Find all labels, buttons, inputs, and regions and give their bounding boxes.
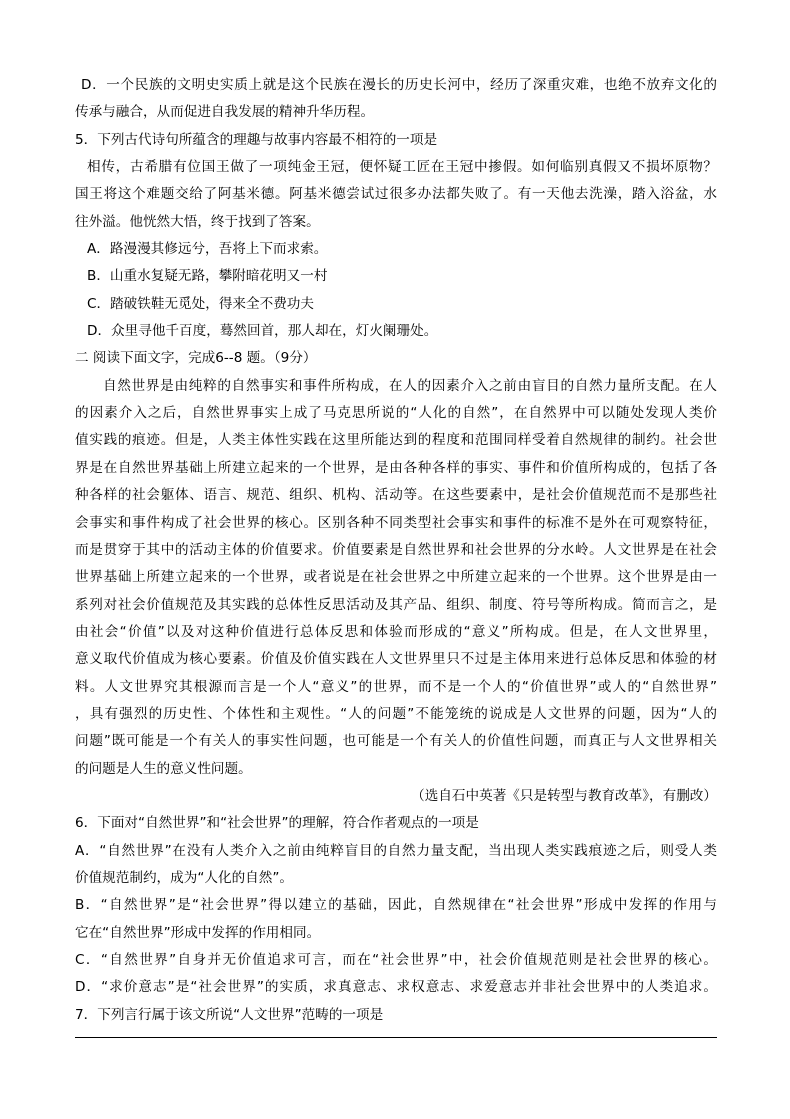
q5-option-a: A．路漫漫其修远兮，吾将上下而求索。 bbox=[87, 241, 328, 258]
q6-option-a-line-2: 价值规范制约，成为“人化的自然”。 bbox=[75, 869, 293, 886]
q6-option-a-line-1: A．“自然世界”在没有人类介入之前由纯粹盲目的自然力量支配，当出现人类实践痕迹之后，则受人类 bbox=[75, 842, 717, 859]
q6-option-d: D．“求价意志”是“社会世界”的实质，求真意志、求权意志、求爱意志并非社会世界中的人类追求。 bbox=[75, 979, 717, 996]
q6-option-b-line-1: B．“自然世界”是“社会世界”得以建立的基础，因此，自然规律在“社会世界”形成中发挥的作用与 bbox=[75, 897, 717, 914]
section-2-heading: 二 阅读下面文字，完成6--8 题。（9分） bbox=[75, 350, 317, 367]
q5-story-line-1: 相传，古希腊有位国王做了一项纯金王冠，便怀疑工匠在王冠中掺假。如何临别真假又不损坏原物？ bbox=[87, 159, 717, 176]
passage-line: 世界基础上所建立起来的一个世界，或者说是在社会世界之中所建立起来的一个世界。这个世界是由一 bbox=[75, 569, 717, 586]
exam-page bbox=[75, 72, 717, 1029]
passage-line: 料。人文世界究其根源而言是一个人“意义”的世界，而不是一个人的“价值世界”或人的“自然世界” bbox=[75, 678, 717, 695]
q6-stem: 6．下面对“自然世界”和“社会世界”的理解，符合作者观点的一项是 bbox=[75, 815, 479, 832]
q5-stem: 5．下列古代诗句所蕴含的理趣与故事内容最不相符的一项是 bbox=[75, 131, 438, 148]
passage-line: ，具有强烈的历史性、个体性和主观性。“人的问题”不能笼统的说成是人文世界的问题，因为“人的 bbox=[75, 705, 717, 722]
q4-option-d-line-1: D．一个民族的文明史实质上就是这个民族在漫长的历史长河中，经历了深重灾难，也绝不放弃文化的 bbox=[81, 77, 717, 93]
passage-line: 的问题是人生的意义性问题。 bbox=[75, 760, 252, 777]
passage-line: 值实践的痕迹。但是，人类主体性实践在这里所能达到的程度和范围同样受着自然规律的制约。社会世 bbox=[75, 432, 717, 449]
passage-line: 由社会“价值”以及对这种价值进行总体反思和体验而形成的“意义”所构成。但是，在人文世界里， bbox=[75, 623, 717, 640]
passage-line: 而是贯穿于其中的活动主体的价值要求。价值要素是自然世界和社会世界的分水岭。人文世界是在社会 bbox=[75, 541, 717, 558]
q4-option-d-line-2: 传承与融合，从而促进自我发展的精神升华历程。 bbox=[75, 104, 375, 121]
q5-story-line-3: 往外溢。他恍然大悟，终于找到了答案。 bbox=[75, 213, 320, 230]
footer-divider bbox=[75, 1037, 717, 1038]
q5-story-line-2: 国王将这个难题交给了阿基米德。阿基米德尝试过很多办法都失败了。有一天他去洗澡，踏入浴盆，水 bbox=[75, 186, 717, 203]
q5-option-c: C．踏破铁鞋无觅处，得来全不费功夫 bbox=[87, 295, 314, 312]
q7-stem: 7．下列言行属于该文所说“人文世界”范畴的一项是 bbox=[75, 1006, 384, 1023]
passage-line: 会事实和事件构成了社会世界的核心。区别各种不同类型社会事实和事件的标准不是外在可观察特征， bbox=[75, 514, 717, 531]
passage-line: 问题”既可能是一个有关人的事实性问题，也可能是一个有关人的价值性问题，而真正与人文世界相关 bbox=[75, 733, 717, 750]
q6-option-b-line-2: 它在“自然世界”形成中发挥的作用相同。 bbox=[75, 924, 321, 941]
passage-source: （选自石中英著《只是转型与教育改革》，有删改） bbox=[411, 787, 717, 804]
q6-option-c: C．“自然世界”自身并无价值追求可言，而在“社会世界”中，社会价值规范则是社会世界的核心。 bbox=[75, 952, 717, 968]
passage-line: 的因素介入之后，自然世界事实上成了马克思所说的“人化的自然”，在自然界中可以随处发现人类价 bbox=[75, 405, 717, 422]
passage-line: 系列对社会价值规范及其实践的总体性反思活动及其产品、组织、制度、符号等所构成。简而言之，是 bbox=[75, 596, 717, 613]
passage-line: 自然世界是由纯粹的自然事实和事件所构成，在人的因素介入之前由盲目的自然力量所支配。在人 bbox=[103, 377, 717, 394]
passage-line: 界是在自然世界基础上所建立起来的一个世界，是由各种各样的事实、事件和价值所构成的，包括了各 bbox=[75, 459, 717, 476]
passage-line: 意义取代价值成为核心要素。价值及价值实践在人文世界里只不过是主体用来进行总体反思和体验的材 bbox=[75, 651, 717, 668]
q5-option-b: B．山重水复疑无路，攀附暗花明又一村 bbox=[87, 268, 328, 285]
q5-option-d: D．众里寻他千百度，蓦然回首，那人却在，灯火阑珊处。 bbox=[87, 323, 438, 340]
passage-line: 种各样的社会躯体、语言、规范、组织、机构、活动等。在这些要素中，是社会价值规范而不是那些社 bbox=[75, 487, 717, 504]
